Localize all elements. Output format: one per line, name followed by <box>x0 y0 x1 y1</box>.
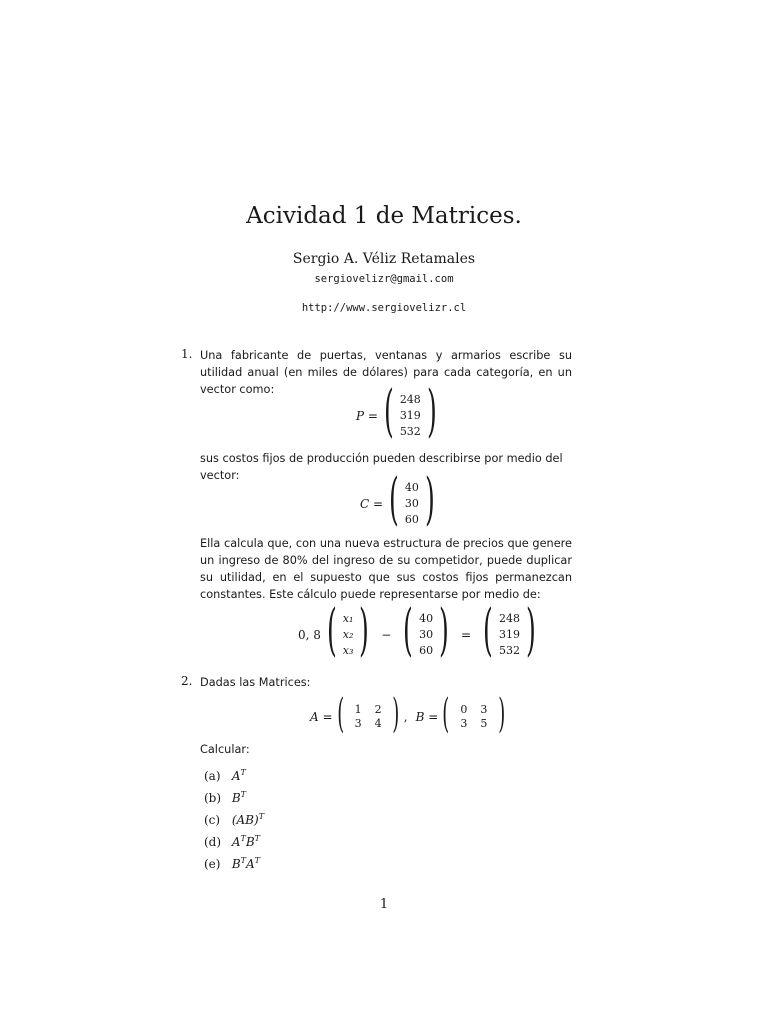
matrix-b-label: B = <box>415 710 439 724</box>
list-item: (c) (AB)$^T$ <box>204 812 265 827</box>
vector-entry: x₃ <box>342 644 354 657</box>
equation-row <box>298 598 542 663</box>
matrix-entry: 0 <box>460 703 468 716</box>
vector-entry: 248 <box>498 612 520 625</box>
vector-p <box>356 379 443 444</box>
matrix-entry: 1 <box>354 703 362 716</box>
right-paren: ) <box>426 379 437 444</box>
vector-entry: 30 <box>419 628 434 641</box>
left-paren: ( <box>326 598 337 663</box>
equals-sign: = <box>461 628 472 642</box>
vector-entry: x₁ <box>342 612 354 625</box>
problem-1-intro: Una fabricante de puertas, ventanas y armarios escribe su utilidad anual (en miles de dólares) para cada categoría, en un vector como: <box>200 349 572 396</box>
left-paren: ( <box>483 598 493 663</box>
left-paren: ( <box>336 691 344 737</box>
vector-x-values <box>343 611 354 659</box>
vector-entry: 532 <box>498 644 520 657</box>
left-paren: ( <box>442 691 450 737</box>
minus-sign: − <box>381 628 392 642</box>
matrix-entry: 3 <box>354 717 362 730</box>
vector-entry: 532 <box>399 425 421 438</box>
problem-1-costs-text: sus costos fijos de producción pueden describirse por medio del vector: <box>200 452 563 482</box>
document-title: Acividad 1 de Matrices. <box>246 203 522 229</box>
vector-p-label: P = <box>356 409 378 423</box>
author-email: sergiovelizr@gmail.com <box>314 273 454 285</box>
vector-c <box>360 467 441 532</box>
calc-label: Calcular: <box>200 743 250 756</box>
vector-entry: 30 <box>404 497 419 510</box>
vector-entry: 60 <box>419 644 434 657</box>
vector-c-values <box>405 480 419 528</box>
vector-entry: 248 <box>399 393 421 406</box>
list-item: (e) $B^TA^T$ <box>204 856 261 871</box>
vector-p-values <box>400 392 421 440</box>
vector-entry: x₂ <box>342 628 354 641</box>
matrices-row <box>310 691 510 737</box>
right-paren: ) <box>439 598 450 663</box>
left-paren: ( <box>383 379 394 444</box>
vector-c-label: C = <box>360 497 384 511</box>
matrix-b-values <box>454 703 494 731</box>
vector-entry: 40 <box>404 481 419 494</box>
right-paren: ) <box>392 691 400 737</box>
right-paren: ) <box>359 598 370 663</box>
page-number: 1 <box>379 897 389 912</box>
vector-p2-values <box>499 611 520 659</box>
matrix-entry: 3 <box>460 717 468 730</box>
right-paren: ) <box>424 467 435 532</box>
coefficient: 0, 8 <box>298 628 321 642</box>
problem-2-intro: Dadas las Matrices: <box>200 676 311 689</box>
vector-entry: 319 <box>498 628 520 641</box>
matrix-entry: 4 <box>374 717 382 730</box>
right-paren: ) <box>525 598 536 663</box>
list-item: (d) $A^TB^T$ <box>204 834 261 849</box>
list-item: (a) $A^T$ <box>204 768 246 783</box>
right-paren: ) <box>498 691 506 737</box>
vector-entry: 40 <box>419 612 434 625</box>
matrix-entry: 5 <box>480 717 488 730</box>
author-url: http://www.sergiovelizr.cl <box>301 302 467 314</box>
matrix-entry: 3 <box>480 703 488 716</box>
comma: , <box>403 710 408 724</box>
matrix-a-label: A = <box>310 710 333 724</box>
vector-c2-values <box>419 611 433 659</box>
problem-1-number: 1. <box>181 347 193 361</box>
list-item: (b) $B^T$ <box>204 790 246 805</box>
vector-entry: 319 <box>399 409 421 422</box>
vector-entry: 60 <box>404 513 419 526</box>
matrix-a-values <box>348 703 388 731</box>
left-paren: ( <box>403 598 414 663</box>
problem-2-number: 2. <box>181 674 193 688</box>
problem-1-calc-text: Ella calcula que, con una nueva estructura de precios que genere un ingreso de 80% del ingreso de su competidor, puede duplicar su utilidad, en el supuesto que sus costos fijos permanezcan constantes. Este cálculo puede representarse por medio de: <box>200 537 572 601</box>
left-paren: ( <box>389 467 399 532</box>
author-name: Sergio A. Véliz Retamales <box>292 251 476 267</box>
matrix-entry: 2 <box>374 703 382 716</box>
